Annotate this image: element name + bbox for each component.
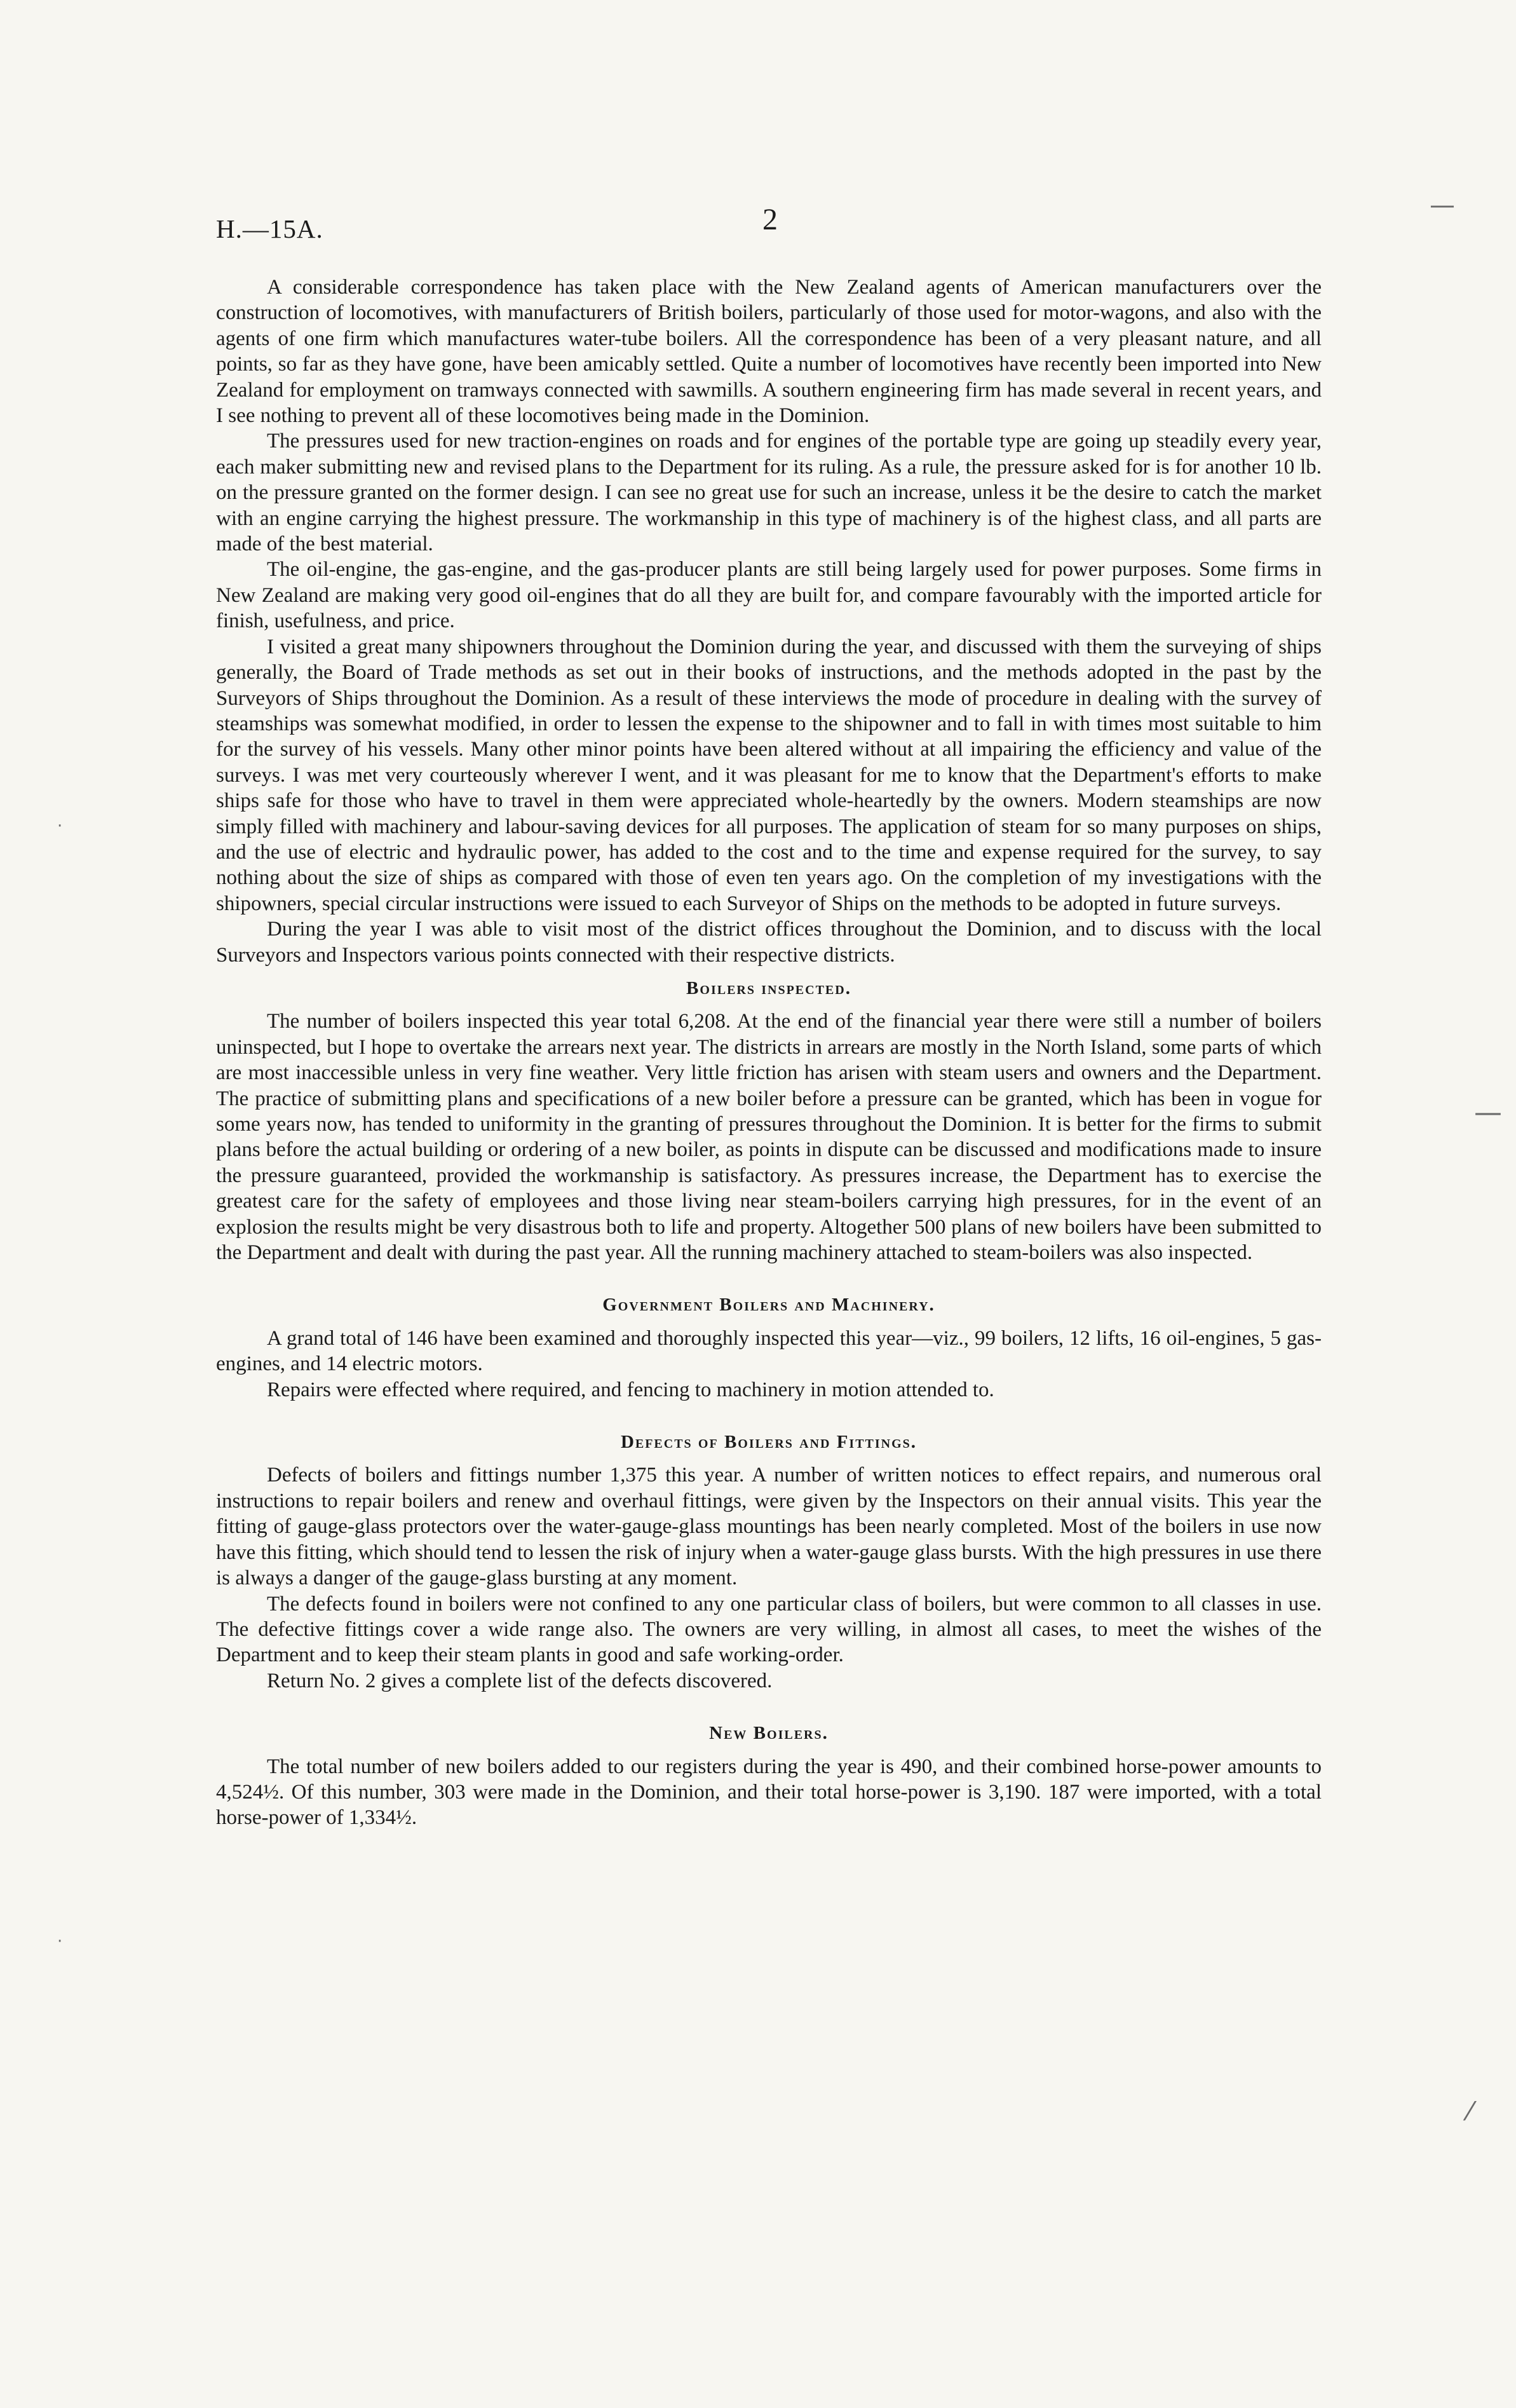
paragraph-government-repairs: Repairs were effected where required, and fencing to machinery in motion attended to. (267, 1378, 994, 1401)
scan-mark-icon: · (57, 1932, 63, 1951)
paragraph-traction-engines: The pressures used for new traction-engines on roads and for engines of the portable type are going up steadily every year, each maker submitting new and revised plans to the Department for its ruling. As a rule, the pressure asked for is for another 10 lb. on the pressure granted on the former design. I can see no great use for such an increase, unless it be the desire to catch the market with an engine carrying the highest pressure. The workmanship in this type of machinery is of the highest class, and all parts are made of the best material. (216, 430, 1322, 556)
scan-mark-icon: — (1430, 191, 1455, 220)
document-reference: H.—15A. (216, 214, 323, 243)
heading-new-boilers: New Boilers. (709, 1723, 829, 1744)
paragraph-new-boilers: The total number of new boilers added to our registers during the year is 490, and their combined horse-power amounts to 4,524½. Of this number, 303 were made in the Dominion, and their total horse-power is 3,190. 187 were imported, with a total horse-power of 1,334½. (216, 1755, 1322, 1830)
paragraph-district-offices: During the year I was able to visit most of the district offices throughout the Dominion, and to discuss with the local Surveyors and Inspectors various points connected with their respective districts. (216, 918, 1322, 967)
paragraph-oil-engines: The oil-engine, the gas-engine, and the gas-producer plants are still being largely used for power purposes. Some firms in New Zealand are making very good oil-engines that do all they are built for, and compare favourably with the imported article for finish, usefulness, and price. (216, 558, 1322, 633)
paragraph-defects-number: Defects of boilers and fittings number 1,375 this year. A number of written notices to effect repairs, and numerous oral instructions to repair boilers and renew and overhaul fittings, were given by the Inspectors on their annual visits. This year the fitting of gauge-glass protectors over the water-gauge-glass mountings has been nearly completed. Most of the boilers in use now have this fitting, which should tend to lessen the risk of injury when a water-gauge glass bursts. With the high pressures in use there is always a danger of the gauge-glass bursting at any moment. (216, 1464, 1322, 1590)
heading-defects: Defects of Boilers and Fittings. (620, 1432, 917, 1453)
paragraph-defects-found: The defects found in boilers were not confined to any one particular class of boilers, but were common to all classes in use. The defective fittings cover a wide range also. The owners are very willing, in almost all cases, to meet the wishes of the Department and to keep their steam plants in good and safe working-order. (216, 1592, 1322, 1667)
document-body (216, 275, 1322, 1831)
scan-mark-icon: ⁄ (1468, 2097, 1472, 2126)
heading-government-boilers: Government Boilers and Machinery. (602, 1295, 935, 1316)
paragraph-government-total: A grand total of 146 have been examined and thoroughly inspected this year—viz., 99 boilers, 12 lifts, 16 oil-engines, 5 gas-engines, and 14 electric motors. (216, 1326, 1322, 1376)
paragraph-shipowners: I visited a great many shipowners throughout the Dominion during the year, and discussed with them the surveying of ships generally, the Board of Trade methods as set out in their books of instructions, and the methods adopted in the past by the Surveyors of Ships throughout the Dominion. As a result of these interviews the mode of procedure in dealing with the survey of steamships was somewhat modified, in order to lessen the expense to the shipowner and to fall in with times most suitable to him for the survey of his vessels. Many other minor points have been altered without at all impairing the efficiency and value of the surveys. I was met very courteously wherever I went, and it was pleasant for me to know that the Department's efforts to make ships safe for those who have to travel in them were appreciated whole-heartedly by the owners. Modern steamships are now simply filled with machinery and labour-saving devices for all purposes. The application of steam for so many purposes on ships, and the use of electric and hydraulic power, has added to the cost and to the time and expense required for the survey, to say nothing about the size of ships as compared with those of even ten years ago. On the completion of my investigations with the shipowners, special circular instructions were issued to each Surveyor of Ships on the methods to be adopted in future surveys. (216, 635, 1322, 915)
paragraph-boilers-inspected: The number of boilers inspected this year total 6,208. At the end of the financial year there were still a number of boilers uninspected, but I hope to overtake the arrears next year. The districts in arrears are mostly in the North Island, some parts of which are most inaccessible unless in very fine weather. Very little friction has arisen with steam users and owners and the Department. The practice of submitting plans and specifications of a new boiler before a pressure can be granted, which has been in vogue for some years now, has tended to uniformity in the granting of pressures throughout the Dominion. It is better for the firms to submit plans before the actual building or ordering of a new boiler, as points in dispute can be discussed and modifications made to insure the pressure guaranteed, provided the workmanship is satisfactory. As pressures increase, the Department has to exercise the greatest care for the safety of employees and those living near steam-boilers carrying high pressures, for in the event of an explosion the results might be very disastrous both to life and property. Altogether 500 plans of new boilers have been submitted to the Department and dealt with during the past year. All the running machinery attached to steam-boilers was also inspected. (216, 1010, 1322, 1265)
scan-mark-icon: — (1474, 1096, 1502, 1129)
paragraph-correspondence: A considerable correspondence has taken place with the New Zealand agents of American manufacturers over the construction of locomotives, with manufacturers of British boilers, particularly of those used for motor-wagons, and also with the agents of one firm which manufactures water-tube boilers. All the correspondence has been of a very pleasant nature, and all points, so far as they have gone, have been amicably settled. Quite a number of locomotives have recently been imported into New Zealand for employment on tramways connected with sawmills. A southern engineering firm has made several in recent years, and I see nothing to prevent all of these locomotives being made in the Dominion. (216, 276, 1322, 428)
page-header (216, 202, 1300, 253)
paragraph-defects-return: Return No. 2 gives a complete list of the defects discovered. (267, 1669, 773, 1692)
scan-mark-icon: · (57, 817, 63, 836)
page-number: 2 (762, 203, 778, 236)
heading-boilers-inspected: Boilers inspected. (686, 977, 851, 998)
